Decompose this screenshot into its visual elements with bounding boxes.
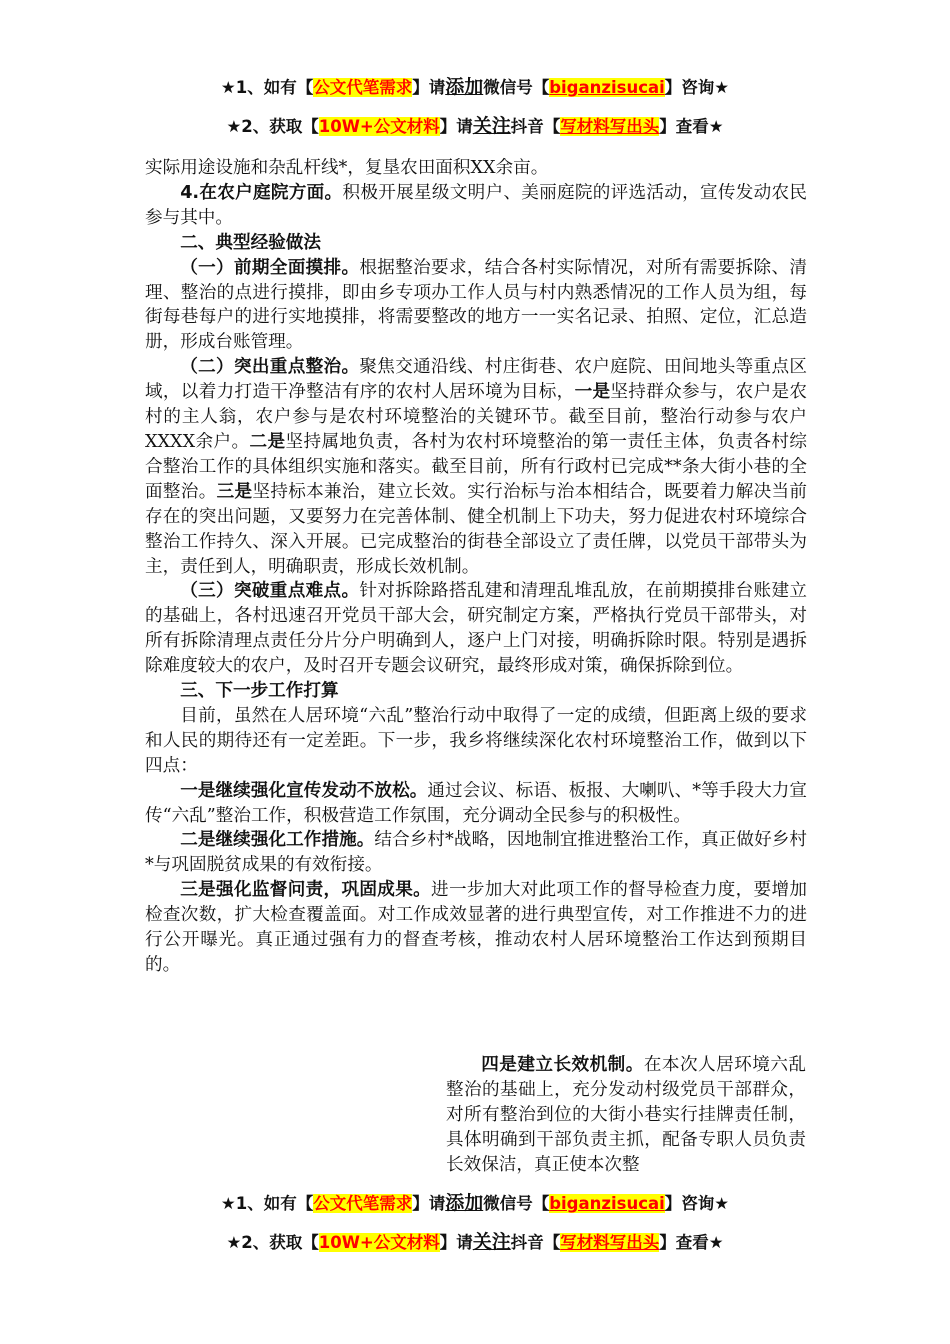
paragraph-next-intro: 目前，虽然在人居环境“六乱”整治行动中取得了一定的成绩，但距离上级的要求和人民的期待还有一定差距。下一步，我乡将继续深化农村环境整治工作，做到以下四点：	[145, 705, 807, 776]
banner-douyin-id: 写材料写出头	[560, 1233, 660, 1252]
banner-emphasis-add: 添加	[445, 1192, 484, 1214]
banner-highlight-materials: 10W+公文材料	[318, 117, 440, 136]
bottom-banner-line-1: ★1、如有【公文代笔需求】请添加微信号【biganzisucai】咨询★	[220, 1192, 730, 1214]
bottom-banner-line-2: ★2、获取【10W+公文材料】请关注抖音【写材料写出头】查看★	[226, 1231, 724, 1253]
paragraph-continuation: 实际用途设施和杂乱杆线*，复垦农田面积XX余亩。	[145, 158, 549, 178]
document-body	[145, 156, 807, 978]
paragraph-courtyard: 4.在农户庭院方面。积极开展星级文明户、美丽庭院的评选活动，宣传发动农民参与其中。	[145, 182, 807, 228]
banner-wechat-id: biganzisucai	[549, 1194, 665, 1213]
banner-wechat-id: biganzisucai	[549, 78, 665, 97]
top-banner-line-1: ★1、如有【公文代笔需求】请添加微信号【biganzisucai】咨询★	[220, 76, 730, 98]
section-heading-experience: 二、典型经验做法	[180, 232, 321, 253]
banner-emphasis-follow: 关注	[472, 115, 511, 137]
banner-emphasis-add: 添加	[445, 76, 484, 98]
paragraph-long-term: 四是建立长效机制。在本次人居环境六乱整治的基础上，充分发动村级党员干部群众，对所有整治到位的大街小巷实行挂牌责任制，具体明确到干部负责主抓，配备专职人员负责长效保洁，真正使本次整	[446, 1055, 806, 1175]
banner-highlight-service: 公文代笔需求	[313, 1194, 413, 1213]
banner-emphasis-follow: 关注	[472, 1231, 511, 1253]
paragraph-supervision: 三是强化监督问责，巩固成果。进一步加大对此项工作的督导检查力度，要增加检查次数，扩大检查覆盖面。对工作成效显著的进行典型宣传，对工作推进不力的进行公开曝光。真正通过强有力的督查考核，推动农村人居环境整治工作达到预期目的。	[145, 880, 807, 975]
banner-highlight-materials: 10W+公文材料	[318, 1233, 440, 1252]
paragraph-measures: 二是继续强化工作措施。结合乡村*战略，因地制宜推进整治工作，真正做好乡村*与巩固脱贫成果的有效衔接。	[145, 830, 807, 876]
section-heading-next-steps: 三、下一步工作打算	[180, 681, 339, 702]
paragraph-publicity: 一是继续强化宣传发动不放松。通过会议、标语、板报、大喇叭、*等手段大力宣传“六乱”整治工作，积极营造工作氛围，充分调动全民参与的积极性。	[145, 780, 807, 826]
paragraph-survey: （一）前期全面摸排。根据整治要求，结合各村实际情况，对所有需要拆除、清理、整治的点进行摸排，即由乡专项办工作人员与村内熟悉情况的工作人员为组，每街每巷每户的进行实地摸排，将需要整改的地方一一实名记录、拍照、定位，汇总造册，形成台账管理。	[145, 257, 807, 353]
side-text-box	[446, 1053, 806, 1178]
paragraph-difficulties: （三）突破重点难点。针对拆除路搭乱建和清理乱堆乱放，在前期摸排台账建立的基础上，各村迅速召开党员干部大会，研究制定方案，严格执行党员干部带头，对所有拆除清理点责任分片分户明确到人，逐户上门对接，明确拆除时限。特别是遇拆除难度较大的农户，及时召开专题会议研究，最终形成对策，确保拆除到位。	[145, 581, 807, 677]
paragraph-key-areas: （二）突出重点整治。聚焦交通沿线、村庄街巷、农户庭院、田间地头等重点区域，以着力打造干净整洁有序的农村人居环境为目标，一是坚持群众参与，农户是农村的主人翁，农户参与是农村环境整治的关键环节。截至目前，整治行动参与农户XXXX余户。二是坚持属地负责，各村为农村环境整治的第一责任主体，负责各村综合整治工作的具体组织实施和落实。截至目前，所有行政村已完成**条大街小巷的全面整治。三是坚持标本兼治，建立长效。实行治标与治本相结合，既要着力解决当前存在的突出问题，又要努力在完善体制、健全机制上下功夫，努力促进农村环境综合整治工作持久、深入开展。已完成整治的街巷全部设立了责任牌，以党员干部带头为主，责任到人，明确职责，形成长效机制。	[145, 357, 807, 577]
banner-highlight-service: 公文代笔需求	[313, 78, 413, 97]
banner-douyin-id: 写材料写出头	[560, 117, 660, 136]
top-banner-line-2: ★2、获取【10W+公文材料】请关注抖音【写材料写出头】查看★	[226, 115, 724, 137]
